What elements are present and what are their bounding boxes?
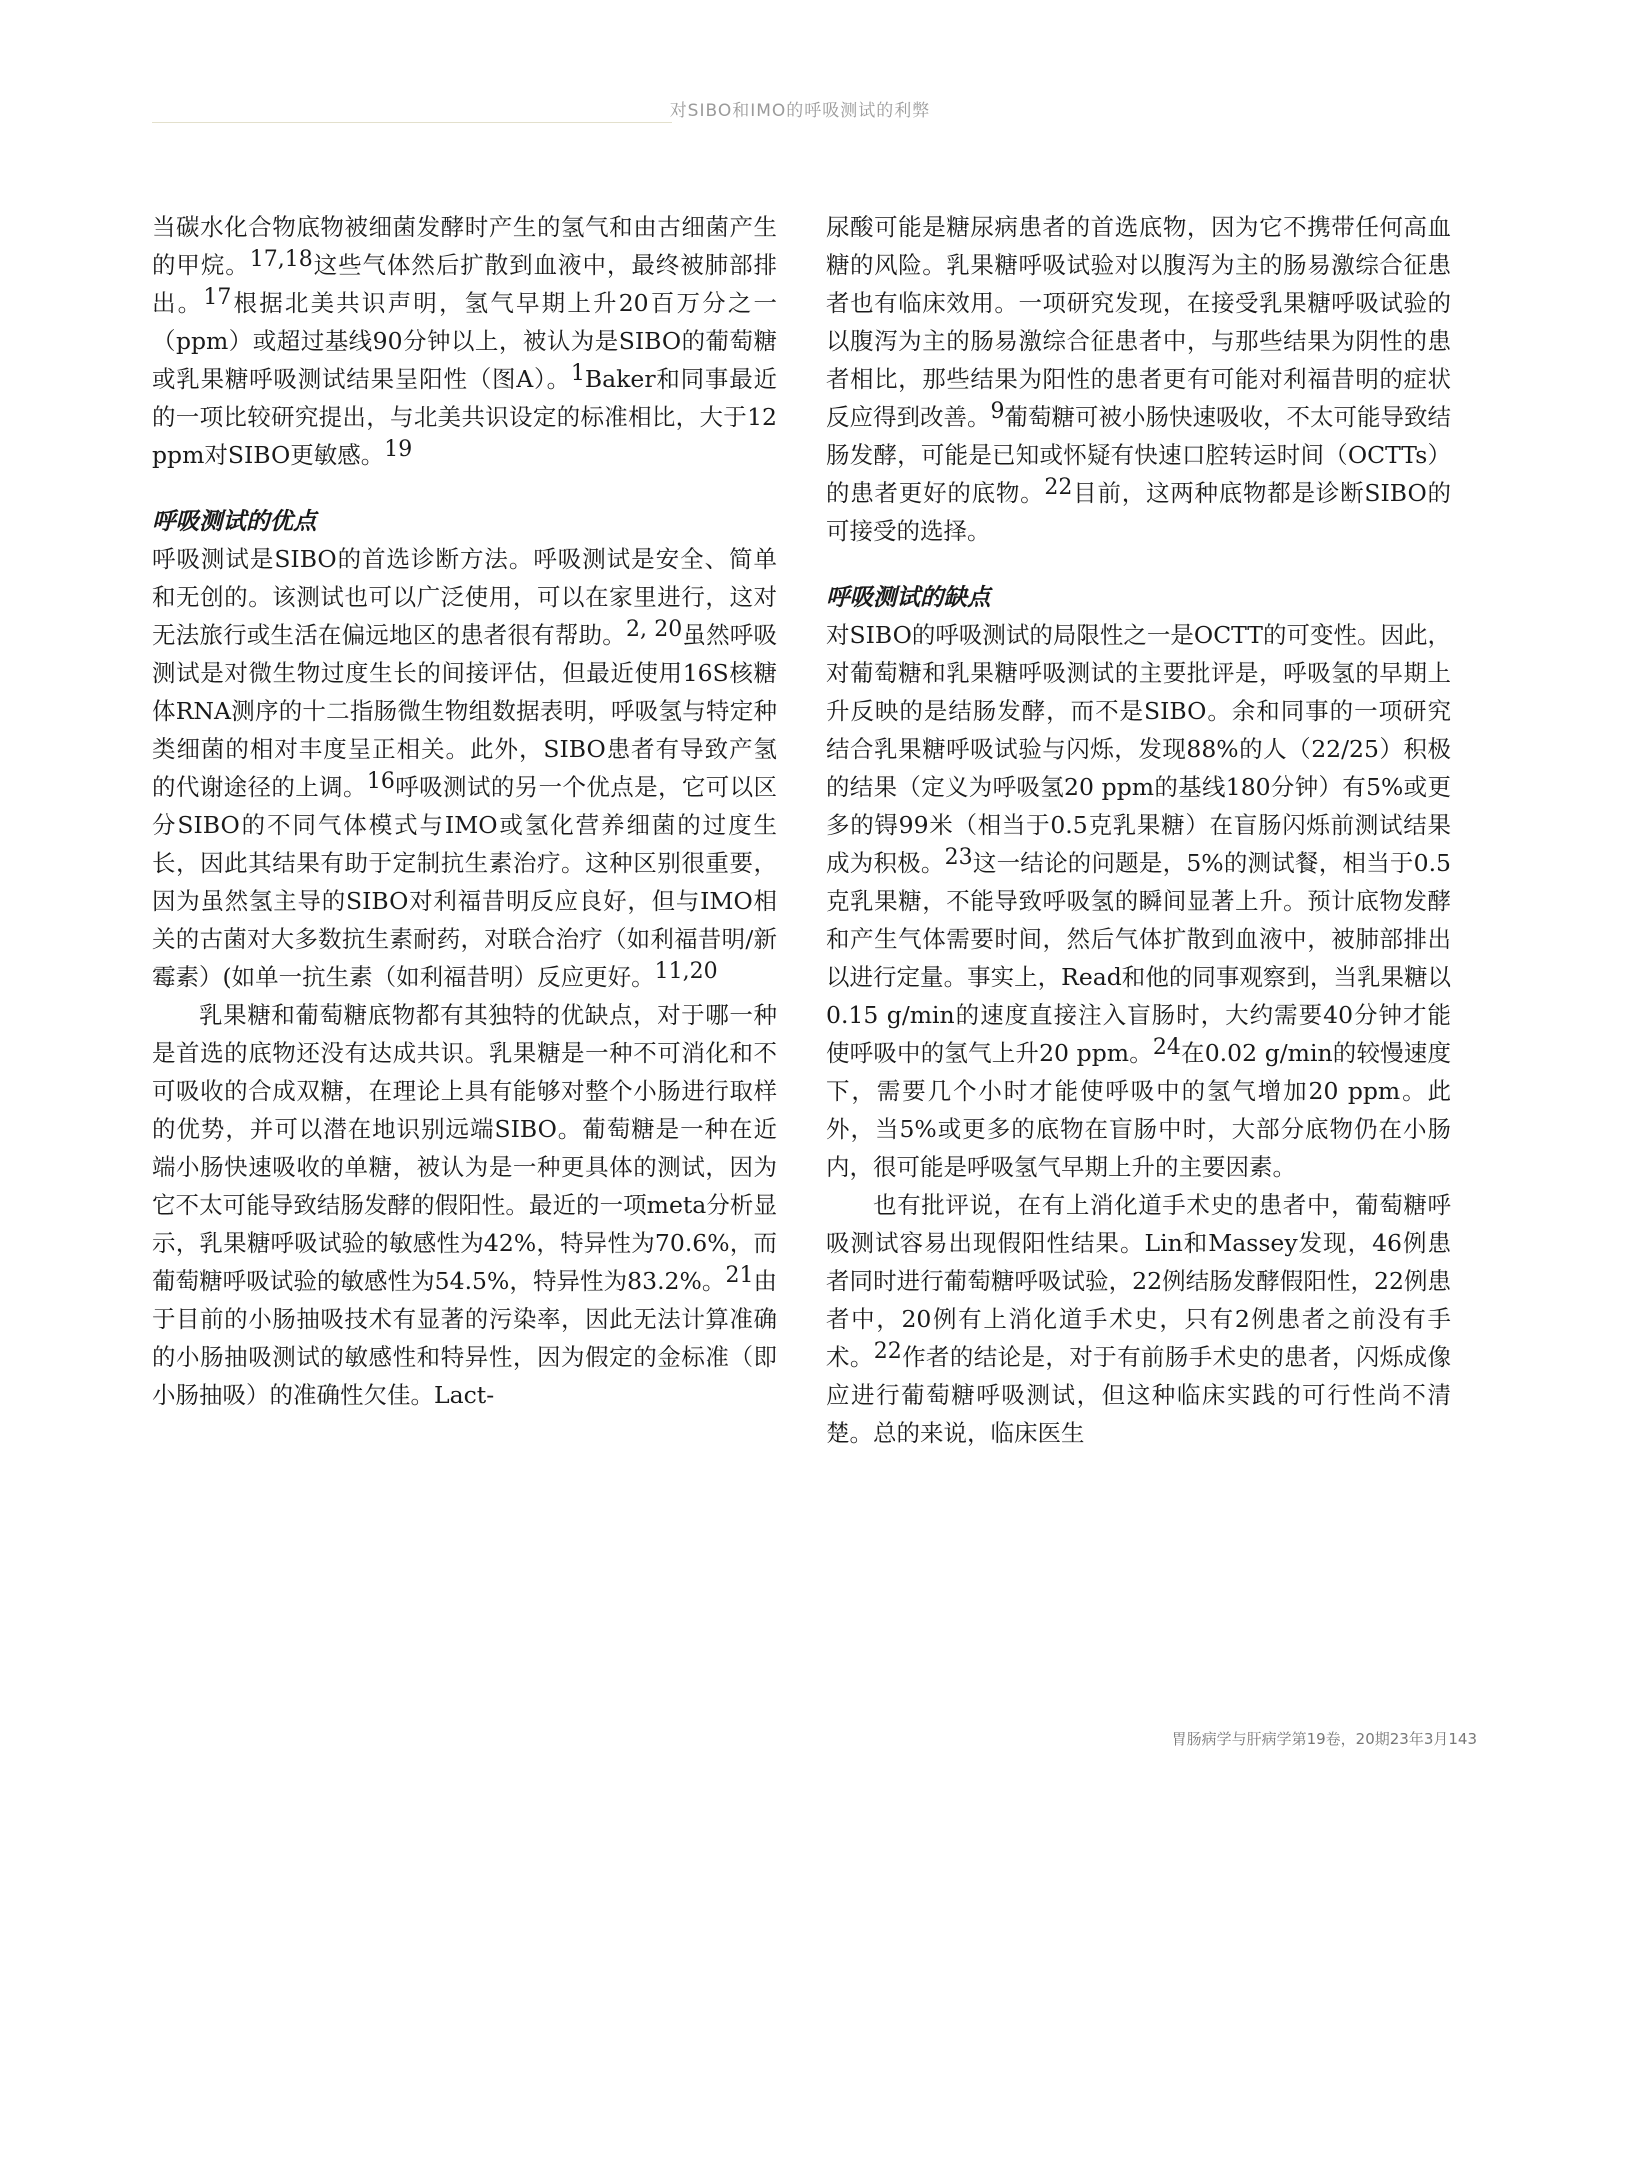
text-run: 呼吸测试是SIBO的首选诊断方法。呼吸测试是安全、简单和无创的。该测试也可以广泛使用，可以在家里进行，这对无法旅行或生活在偏远地区的患者很有帮助。 — [152, 545, 777, 649]
citation-ref: 24 — [1152, 1035, 1181, 1060]
header-rule — [152, 122, 672, 123]
citation-ref: 23 — [944, 845, 973, 870]
section-heading: 呼吸测试的优点 — [152, 507, 317, 535]
text-run: 尿酸可能是糖尿病患者的首选底物，因为它不携带任何高血糖的风险。乳果糖呼吸试验对以腹泻为主的肠易激综合征患者也有临床效用。一项研究发现，在接受乳果糖呼吸试验的以腹泻为主的肠易激综合征患者中，与那些结果为阴性的患者相比，那些结果为阳性的患者更有可能对利福昔明的症状反应得到改善。 — [826, 213, 1451, 431]
citation-ref: 21 — [725, 1263, 754, 1288]
text-run: 葡萄糖可被小肠快速吸收，不太可能导致结肠发酵，可能是已知或怀疑有快速口腔转运时间（OCTTs）的患者更好的底物。 — [826, 403, 1451, 507]
citation-ref: 22 — [1044, 475, 1073, 500]
section-heading: 呼吸测试的缺点 — [826, 583, 991, 611]
paragraph — [826, 1186, 1451, 1452]
citation-ref: 1 — [570, 361, 585, 386]
text-run: 当碳水化合物底物被细菌发酵时产生的氢气和由古细菌产生的甲烷。 — [152, 213, 777, 279]
text-run: 目前，这两种底物都是诊断SIBO的可接受的选择。 — [826, 479, 1451, 545]
paragraph — [152, 208, 777, 474]
text-run: 在0.02 g/min的较慢速度下，需要几个小时才能使呼吸中的氢气增加20 ppm。此外，当5%或更多的底物在盲肠中时，大部分底物仍在小肠内，很可能是呼吸氢气早期上升的主要因素。 — [826, 1039, 1451, 1181]
citation-ref: 16 — [366, 769, 395, 794]
text-run: 这一结论的问题是，5%的测试餐，相当于0.5克乳果糖，不能导致呼吸氢的瞬间显著上升。预计底物发酵和产生气体需要时间，然后气体扩散到血液中，被肺部排出以进行定量。事实上，Read和他的同事观察到，当乳果糖以0.15 g/min的速度直接注入盲肠时，大约需要40分钟才能使呼吸中的氢气上升20 ppm。 — [826, 849, 1452, 1067]
text-run: Baker和同事最近的一项比较研究提出，与北美共识设定的标准相比，大于12 ppm对SIBO更敏感。 — [152, 365, 777, 469]
text-run: 也有批评说，在有上消化道手术史的患者中，葡萄糖呼吸测试容易出现假阳性结果。Lin和Massey发现，46例患者同时进行葡萄糖呼吸试验，22例结肠发酵假阳性，22例患者中，20例有上消化道手术史，只有2例患者之前没有手术。 — [826, 1191, 1451, 1371]
text-run: 呼吸测试的另一个优点是，它可以区分SIBO的不同气体模式与IMO或氢化营养细菌的过度生长，因此其结果有助于定制抗生素治疗。这种区别很重要，因为虽然氢主导的SIBO对利福昔明反应良好，但与IMO相关的古菌对大多数抗生素耐药，对联合治疗（如利福昔明/新霉素）(如单一抗生素（如利福昔明）反应更好。 — [152, 773, 778, 991]
text-run: 虽然呼吸测试是对微生物过度生长的间接评估，但最近使用16S核糖体RNA测序的十二指肠微生物组数据表明，呼吸氢与特定种类细菌的相对丰度呈正相关。此外，SIBO患者有导致产氢的代谢途径的上调。 — [152, 621, 778, 801]
paragraph — [152, 996, 777, 1414]
citation-ref: 11,20 — [654, 959, 718, 984]
left-column — [152, 208, 777, 1414]
text-run: 对SIBO的呼吸测试的局限性之一是OCTT的可变性。因此，对葡萄糖和乳果糖呼吸测试的主要批评是，呼吸氢的早期上升反映的是结肠发酵，而不是SIBO。余和同事的一项研究结合乳果糖呼吸试验与闪烁，发现88%的人（22/25）积极的结果（定义为呼吸氢20 ppm的基线180分钟）有5%或更多的锝99米（相当于0.5克乳果糖）在盲肠闪烁前测试结果成为积极。 — [826, 621, 1451, 877]
paragraph — [826, 208, 1451, 550]
paragraph — [826, 616, 1451, 1186]
citation-ref: 22 — [873, 1339, 902, 1364]
citation-ref: 17 — [203, 285, 232, 310]
text-run: 根据北美共识声明，氢气早期上升20百万分之一（ppm）或超过基线90分钟以上，被认为是SIBO的葡萄糖或乳果糖呼吸测试结果呈阳性（图A）。 — [152, 289, 777, 393]
citation-ref: 9 — [990, 399, 1005, 424]
citation-ref: 19 — [384, 437, 413, 462]
text-run: 作者的结论是，对于有前肠手术史的患者，闪烁成像应进行葡萄糖呼吸测试，但这种临床实践的可行性尚不清楚。总的来说，临床医生 — [826, 1343, 1452, 1447]
text-run: 乳果糖和葡萄糖底物都有其独特的优缺点，对于哪一种是首选的底物还没有达成共识。乳果糖是一种不可消化和不可吸收的合成双糖，在理论上具有能够对整个小肠进行取样的优势，并可以潜在地识别远端SIBO。葡萄糖是一种在近端小肠快速吸收的单糖，被认为是一种更具体的测试，因为它不太可能导致结肠发酵的假阳性。最近的一项meta分析显示，乳果糖呼吸试验的敏感性为42%，特异性为70.6%，而葡萄糖呼吸试验的敏感性为54.5%，特异性为83.2%。 — [152, 1001, 777, 1295]
text-run: 由于目前的小肠抽吸技术有显著的污染率，因此无法计算准确的小肠抽吸测试的敏感性和特异性，因为假定的金标准（即小肠抽吸）的准确性欠佳。Lact- — [152, 1267, 778, 1409]
citation-ref: 17,18 — [249, 247, 313, 272]
text-run: 这些气体然后扩散到血液中，最终被肺部排出。 — [152, 251, 778, 317]
citation-ref: 2, 20 — [626, 617, 683, 642]
right-column — [826, 208, 1451, 1452]
page-footer: 胃肠病学与肝病学第19卷，20期23年3月143 — [1171, 1730, 1477, 1748]
running-head: 对SIBO和IMO的呼吸测试的利弊 — [669, 101, 931, 121]
paragraph — [152, 540, 777, 996]
